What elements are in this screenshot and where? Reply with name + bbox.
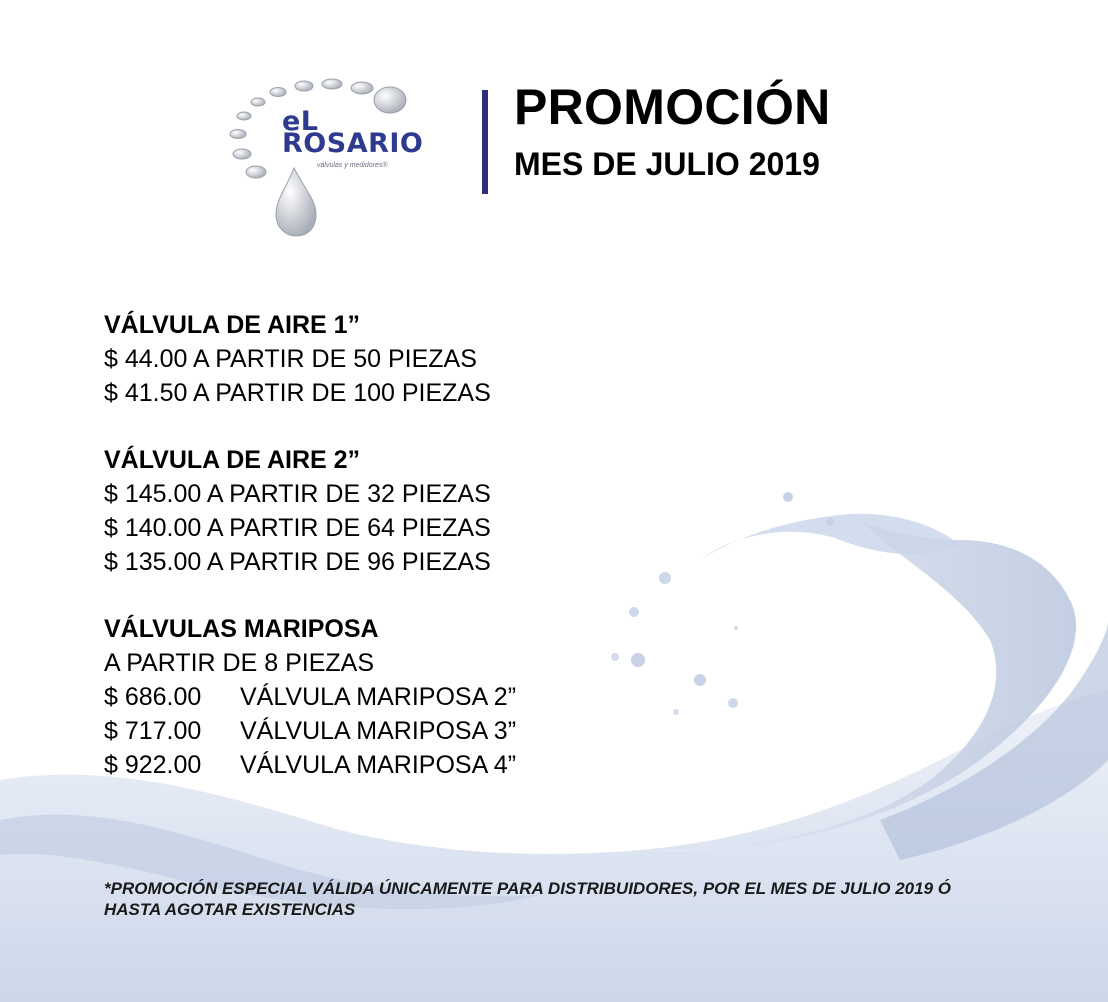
product-list — [104, 308, 516, 815]
section-heading: VÁLVULA DE AIRE 2” — [104, 446, 361, 474]
logo-text-rosario: ROSARIO — [282, 128, 424, 159]
price-row — [104, 748, 516, 782]
price-line: $ 145.00 A PARTIR DE 32 PIEZAS — [104, 480, 491, 508]
price-line: $ 140.00 A PARTIR DE 64 PIEZAS — [104, 514, 491, 542]
section-heading: VÁLVULAS MARIPOSA — [104, 615, 379, 643]
section-air-valve-1 — [104, 308, 516, 410]
section-air-valve-2 — [104, 443, 516, 579]
price-line: $ 41.50 A PARTIR DE 100 PIEZAS — [104, 379, 491, 407]
price-line: $ 135.00 A PARTIR DE 96 PIEZAS — [104, 548, 491, 576]
section-butterfly-valves — [104, 612, 516, 782]
item-name: VÁLVULA MARIPOSA 4” — [240, 751, 517, 779]
company-logo — [222, 70, 462, 240]
item-price: $ 686.00 — [104, 683, 202, 711]
logo-tagline: válvulas y medidores® — [317, 162, 388, 169]
logo-text-el: eL — [282, 106, 319, 137]
item-price: $ 717.00 — [104, 717, 202, 745]
item-price: $ 922.00 — [104, 751, 202, 779]
price-row — [104, 714, 516, 748]
footnote: *PROMOCIÓN ESPECIAL VÁLIDA ÚNICAMENTE PARA DISTRIBUIDORES, POR EL MES DE JULIO 2019 Ó HASTA AGOTAR EXISTENCIAS — [104, 879, 951, 919]
section-intro: A PARTIR DE 8 PIEZAS — [104, 649, 374, 677]
section-heading: VÁLVULA DE AIRE 1” — [104, 311, 361, 339]
item-name: VÁLVULA MARIPOSA 3” — [240, 717, 517, 745]
item-name: VÁLVULA MARIPOSA 2” — [240, 683, 517, 711]
page-title: PROMOCIÓN — [514, 79, 831, 135]
page-subtitle: MES DE JULIO 2019 — [514, 146, 820, 182]
header-divider — [482, 90, 488, 194]
price-row — [104, 680, 516, 714]
price-line: $ 44.00 A PARTIR DE 50 PIEZAS — [104, 345, 477, 373]
